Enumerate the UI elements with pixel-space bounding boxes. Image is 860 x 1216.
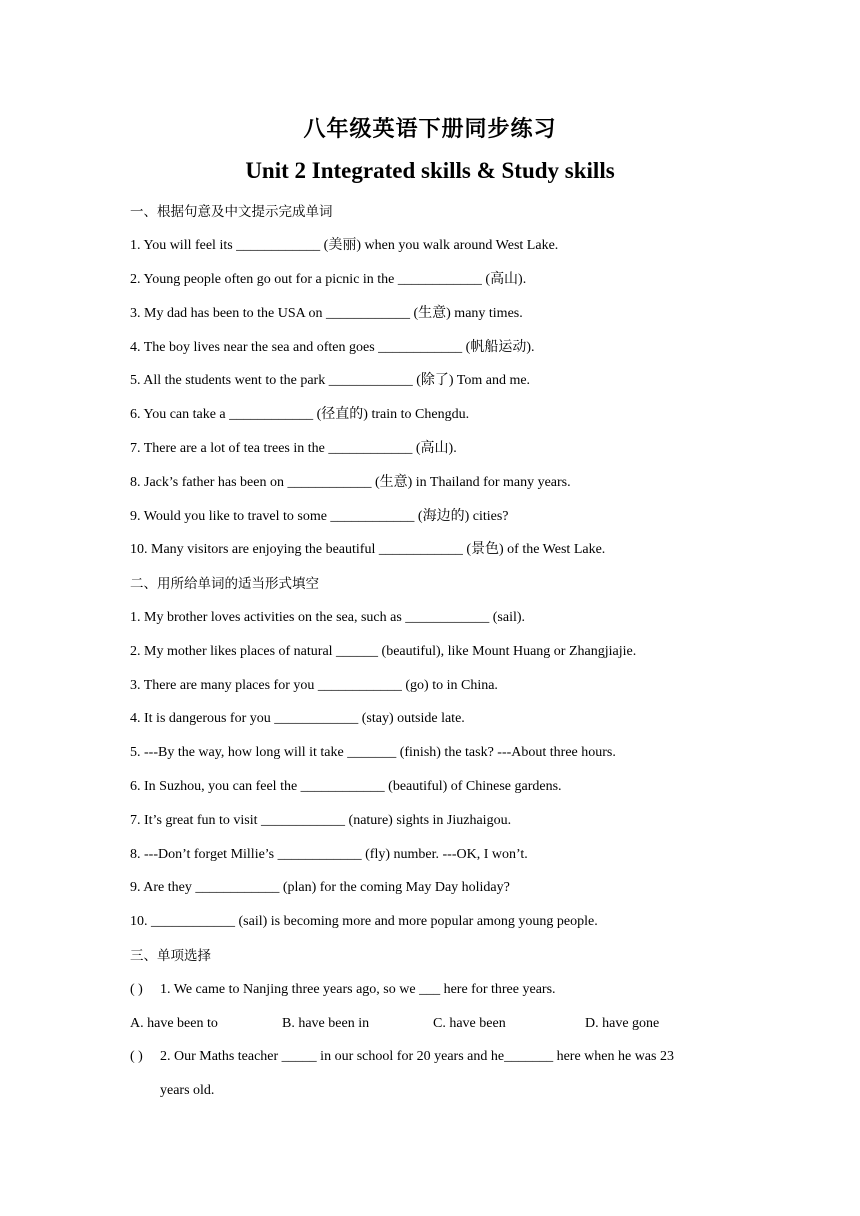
section2-item-10: 10. ____________ (sail) is becoming more and more popular among young people. <box>130 914 598 929</box>
section2-item-3: 3. There are many places for you ____________ (go) to in China. <box>130 678 498 693</box>
section1-item-8: 8. Jack’s father has been on ____________ (生意) in Thailand for many years. <box>130 475 571 490</box>
section1-item-7: 7. There are a lot of tea trees in the ____________ (高山). <box>130 441 457 456</box>
q1-option-b: B. have been in <box>282 1016 370 1031</box>
section2-item-1: 1. My brother loves activities on the sea, such as ____________ (sail). <box>130 610 526 625</box>
section2-item-2: 2. My mother likes places of natural ______ (beautiful), like Mount Huang or Zhangjiajie. <box>130 644 637 659</box>
section2-item-6: 6. In Suzhou, you can feel the ____________ (beautiful) of Chinese gardens. <box>130 779 562 794</box>
answer-bracket-q2: ( ) <box>130 1049 143 1064</box>
section1-item-3: 3. My dad has been to the USA on ____________ (生意) many times. <box>130 306 523 321</box>
section2-item-5: 5. ---By the way, how long will it take _______ (finish) the task? ---About three hours. <box>130 745 616 760</box>
answer-bracket-q1: ( ) <box>130 982 143 997</box>
q1-option-c: C. have been <box>433 1016 506 1031</box>
section2-item-7: 7. It’s great fun to visit ____________ (nature) sights in Jiuzhaigou. <box>130 813 512 828</box>
worksheet-title-english: Unit 2 Integrated skills & Study skills <box>245 158 615 183</box>
section1-item-9: 9. Would you like to travel to some ____________ (海边的) cities? <box>130 509 509 524</box>
question-1-text: 1. We came to Nanjing three years ago, so we ___ here for three years. <box>160 982 556 997</box>
worksheet-title-chinese: 八年级英语下册同步练习 <box>303 117 557 142</box>
q1-option-d: D. have gone <box>585 1016 660 1031</box>
section1-item-10: 10. Many visitors are enjoying the beautiful ____________ (景色) of the West Lake. <box>130 542 606 557</box>
question-2-text: 2. Our Maths teacher _____ in our school for 20 years and he_______ here when he was 23 <box>160 1049 674 1064</box>
section2-item-4: 4. It is dangerous for you ____________ (stay) outside late. <box>130 711 465 726</box>
q1-option-a: A. have been to <box>130 1016 218 1031</box>
section2-item-9: 9. Are they ____________ (plan) for the coming May Day holiday? <box>130 880 510 895</box>
section1-item-2: 2. Young people often go out for a picnic in the ____________ (高山). <box>130 272 527 287</box>
section1-item-4: 4. The boy lives near the sea and often goes ____________ (帆船运动). <box>130 340 535 355</box>
section2-heading: 二、用所给单词的适当形式填空 <box>130 576 319 592</box>
question-2-continuation: years old. <box>160 1083 215 1098</box>
section2-item-8: 8. ---Don’t forget Millie’s ____________ (fly) number. ---OK, I won’t. <box>130 847 528 862</box>
section1-item-6: 6. You can take a ____________ (径直的) train to Chengdu. <box>130 407 470 422</box>
section1-heading: 一、根据句意及中文提示完成单词 <box>130 204 333 220</box>
section1-item-5: 5. All the students went to the park ____________ (除了) Tom and me. <box>130 373 531 388</box>
section1-item-1: 1. You will feel its ____________ (美丽) when you walk around West Lake. <box>130 238 559 253</box>
section3-heading: 三、单项选择 <box>130 948 211 964</box>
